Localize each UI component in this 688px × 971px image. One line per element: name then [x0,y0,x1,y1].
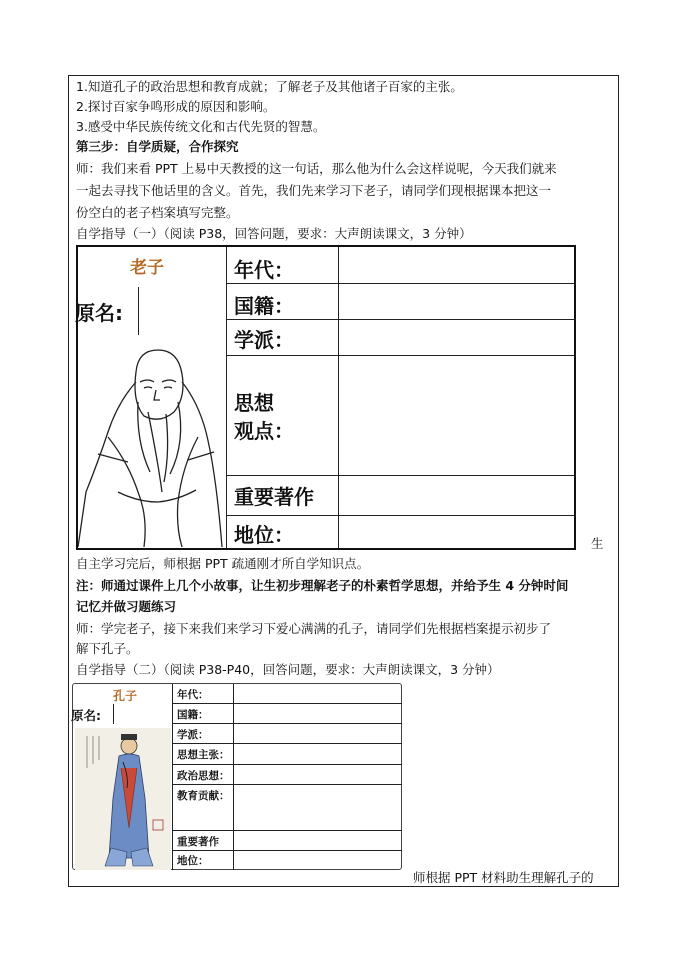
kongzi-ideas-label: 思想主张： [177,749,230,761]
step-3-heading: 第三步：自学质疑，合作探究 [76,139,239,154]
teacher-para-1-line-3: 份空白的老子档案填写完整。 [76,205,239,220]
teacher-para-2-line-2: 解下孔子。 [76,641,139,656]
kongzi-era-label: 年代： [177,689,209,701]
kongzi-school-label: 学派： [177,729,209,741]
laozi-era-label: 年代： [234,258,294,282]
original-name-divider [138,287,139,335]
kongzi-portrait [75,728,171,870]
laozi-grid-row-2 [226,319,576,320]
teacher-para-1-line-2: 一起去寻找下他话里的含义。首先，我们先来学习下老子，请同学们现根据课本把这一 [76,183,552,198]
kongzi-grid-col-2 [233,684,234,870]
kongzi-grid-row-7 [172,850,402,851]
laozi-grid-row-3 [226,355,576,356]
laozi-school-label: 学派： [234,328,294,352]
laozi-works-label: 重要著作 [234,485,314,509]
kongzi-status-label: 地位： [177,855,209,867]
kongzi-original-name-label: 原名: [71,708,101,723]
laozi-status-label: 地位： [234,523,294,547]
kongzi-politics-label: 政治思想： [177,770,230,782]
kongzi-grid-row-3 [172,743,402,744]
laozi-state-label: 国籍： [234,294,294,318]
laozi-name: 老子 [130,258,164,278]
goal-3: 3.感受中华民族传统文化和古代先贤的智慧。 [76,119,326,134]
side-char: 生 [591,536,604,551]
note-line-2: 记忆并做习题练习 [76,599,177,614]
teacher-para-1-line-1: 师：我们来看 PPT 上易中天教授的这一句话，那么他为什么会这样说呢，今天我们就来 [76,161,557,176]
kongzi-name: 孔子 [113,689,138,703]
laozi-original-name-label: 原名: [75,301,123,325]
kongzi-state-label: 国籍： [177,709,209,721]
kongzi-education-label: 教育贡献： [177,790,230,802]
laozi-profile-card [76,245,576,550]
kongzi-grid-col-1 [172,684,173,870]
kongzi-grid-row-1 [172,703,402,704]
kongzi-grid-row-4 [172,764,402,765]
self-study-guide-2: 自学指导（二）（阅读 P38-P40，回答问题，要求：大声朗读课文，3 分钟） [76,662,500,677]
laozi-grid-row-5 [226,515,576,516]
kongzi-grid-row-5 [172,784,402,785]
kongzi-profile-card [72,683,402,870]
kongzi-name-divider [113,704,114,724]
laozi-grid-row-4 [226,475,576,476]
laozi-portrait [78,342,224,547]
laozi-grid-col-1 [226,247,227,548]
laozi-grid-row-1 [226,283,576,284]
laozi-thought-label-1: 思想 [234,391,274,415]
kongzi-grid-row-2 [172,723,402,724]
bottom-right-note: 师根据 PPT 材料助生理解孔子的 [413,870,594,885]
kongzi-grid-row-6 [172,830,402,831]
laozi-thought-label-2: 观点： [234,419,294,443]
goal-1: 1.知道孔子的政治思想和教育成就；了解老子及其他诸子百家的主张。 [76,79,463,94]
goal-2: 2.探讨百家争鸣形成的原因和影响。 [76,99,276,114]
laozi-grid-col-2 [338,247,339,548]
teacher-para-2-line-1: 师：学完老子，接下来我们来学习下爱心满满的孔子，请同学们先根据档案提示初步了 [76,621,552,636]
kongzi-works-label: 重要著作 [177,836,219,848]
after-study-note: 自主学习完后，师根据 PPT 疏通刚才所自学知识点。 [76,556,370,571]
self-study-guide-1: 自学指导（一）（阅读 P38，回答问题，要求：大声朗读课文，3 分钟） [76,226,472,241]
note-line-1: 注：师通过课件上几个小故事，让生初步理解老子的朴素哲学思想，并给予生 4 分钟时间 [76,578,569,593]
